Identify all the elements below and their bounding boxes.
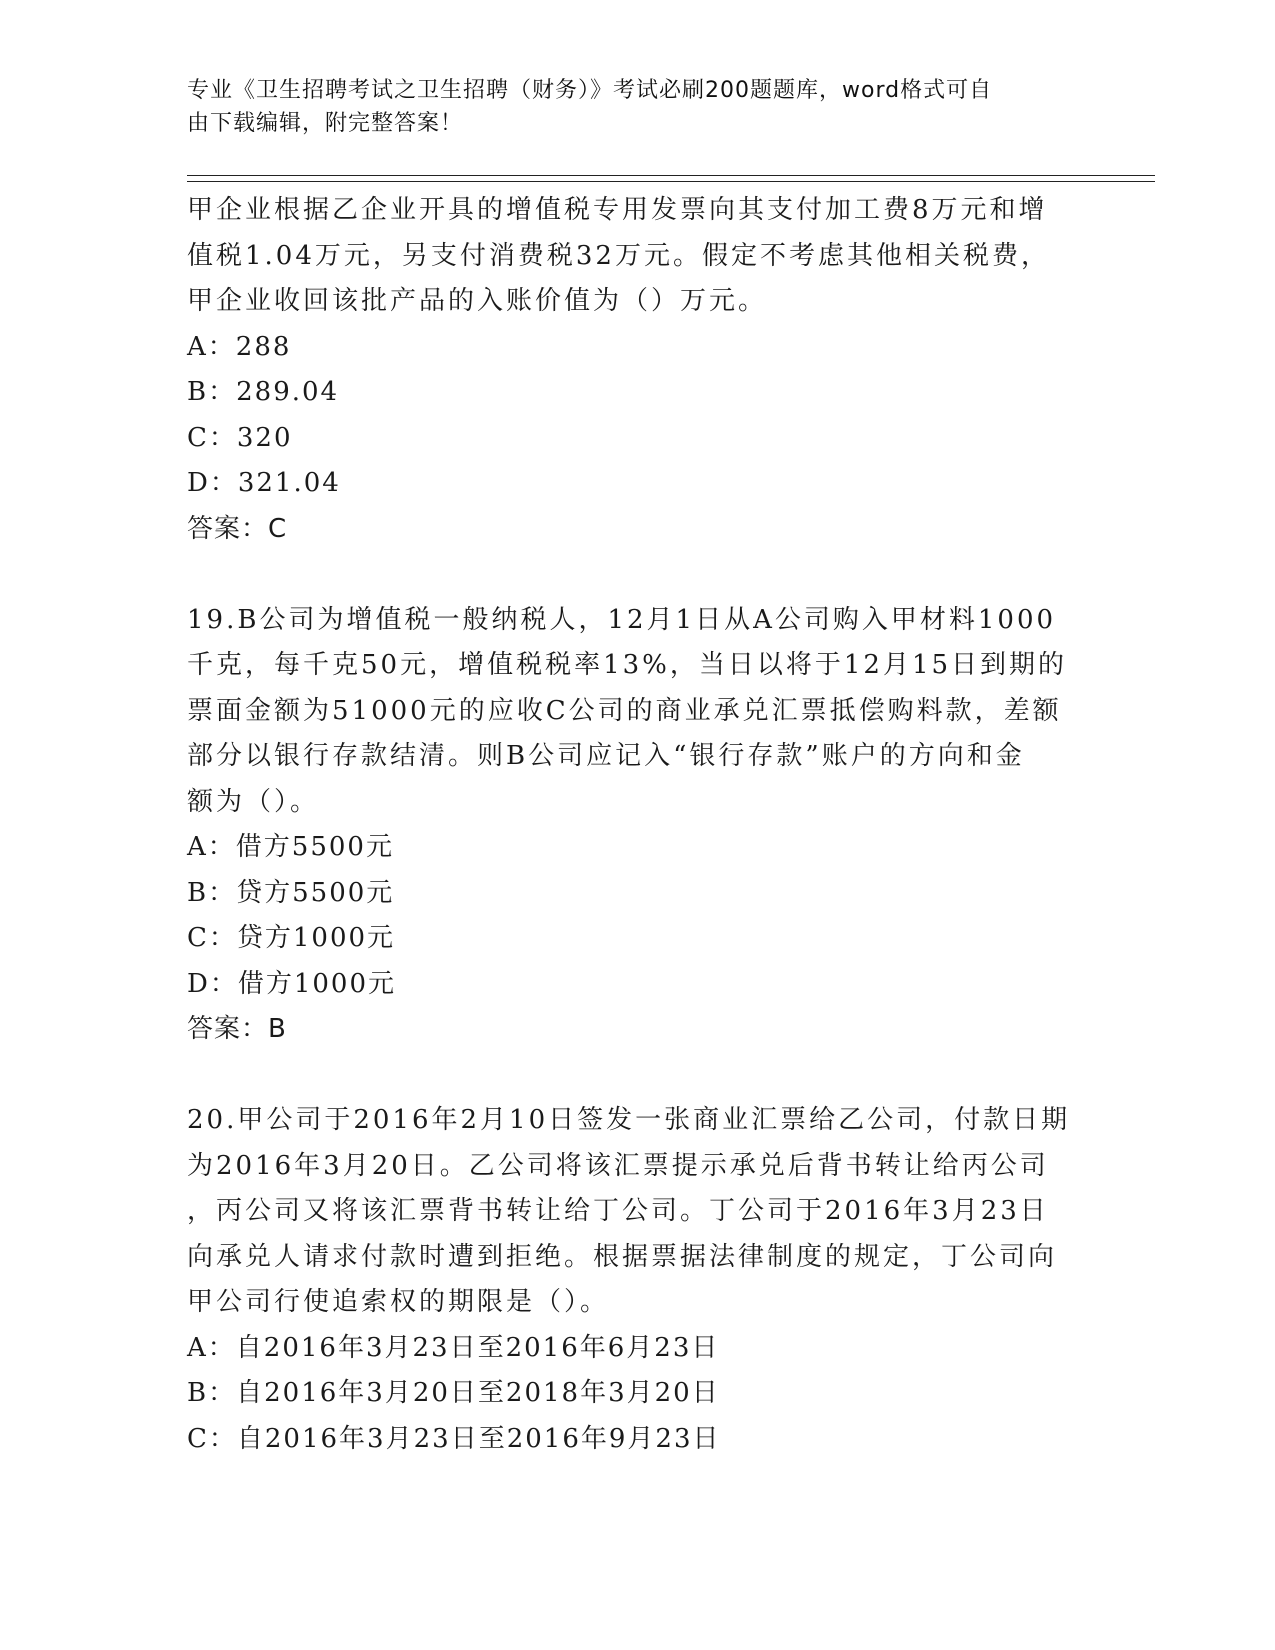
option-a: A：自2016年3月23日至2016年6月23日 [187,1332,720,1363]
answer-line: 答案：C [187,513,288,544]
document-header [187,74,1067,140]
option-a: A：借方5500元 [187,832,394,862]
question-spacer [187,552,1087,598]
option-b: B：289.04 [187,377,340,407]
header-line-1: 专业《卫生招聘考试之卫生招聘（财务）》考试必刷200题题库，word格式可自 [187,78,993,103]
question-stem-line: 票面金额为51000元的应收C公司的商业承兑汇票抵偿购料款，差额 [187,695,1062,726]
option-b: B：贷方5500元 [187,877,395,908]
question-stem-line: 20.甲公司于2016年2月10日签发一张商业汇票给乙公司，付款日期 [187,1105,1071,1135]
question-stem-line: ，丙公司又将该汇票背书转让给丁公司。丁公司于2016年3月23日 [187,1196,1049,1226]
question-20 [187,1098,1087,1462]
question-18 [187,188,1087,552]
question-stem-line: 为2016年3月20日。乙公司将该汇票提示承兑后背书转让给丙公司 [187,1150,1049,1181]
answer-line: 答案：B [187,1014,287,1044]
option-d: D：321.04 [187,468,341,498]
question-spacer [187,1053,1087,1099]
option-c: C：贷方1000元 [187,923,396,953]
question-19 [187,598,1087,1053]
question-stem-line: 千克，每千克50元，增值税税率13%，当日以将于12月15日到期的 [187,650,1068,680]
option-b: B：自2016年3月20日至2018年3月20日 [187,1378,720,1408]
question-stem-line: 值税1.04万元，另支付消费税32万元。假定不考虑其他相关税费， [187,240,1050,271]
header-line-2: 由下载编辑，附完整答案！ [187,111,464,136]
option-c: C：自2016年3月23日至2016年9月23日 [187,1423,721,1454]
option-a: A：288 [187,331,292,362]
question-stem-line: 甲公司行使追索权的期限是（）。 [187,1287,610,1317]
question-stem-line: 向承兑人请求付款时遭到拒绝。根据票据法律制度的规定，丁公司向 [187,1241,1058,1272]
question-stem-line: 甲企业收回该批产品的入账价值为（）万元。 [187,286,768,316]
option-d: D：借方1000元 [187,968,397,999]
header-divider-top [187,175,1155,176]
question-stem-line: 19.B公司为增值税一般纳税人，12月1日从A公司购入甲材料1000 [187,604,1057,635]
question-stem-line: 甲企业根据乙企业开具的增值税专用发票向其支付加工费8万元和增 [187,195,1048,225]
header-divider-bottom [187,181,1155,182]
question-stem-line: 额为（）。 [187,786,320,817]
document-body [187,188,1087,1462]
question-stem-line: 部分以银行存款结清。则B公司应记入“银行存款”账户的方向和金 [187,741,1025,771]
option-c: C：320 [187,422,293,453]
